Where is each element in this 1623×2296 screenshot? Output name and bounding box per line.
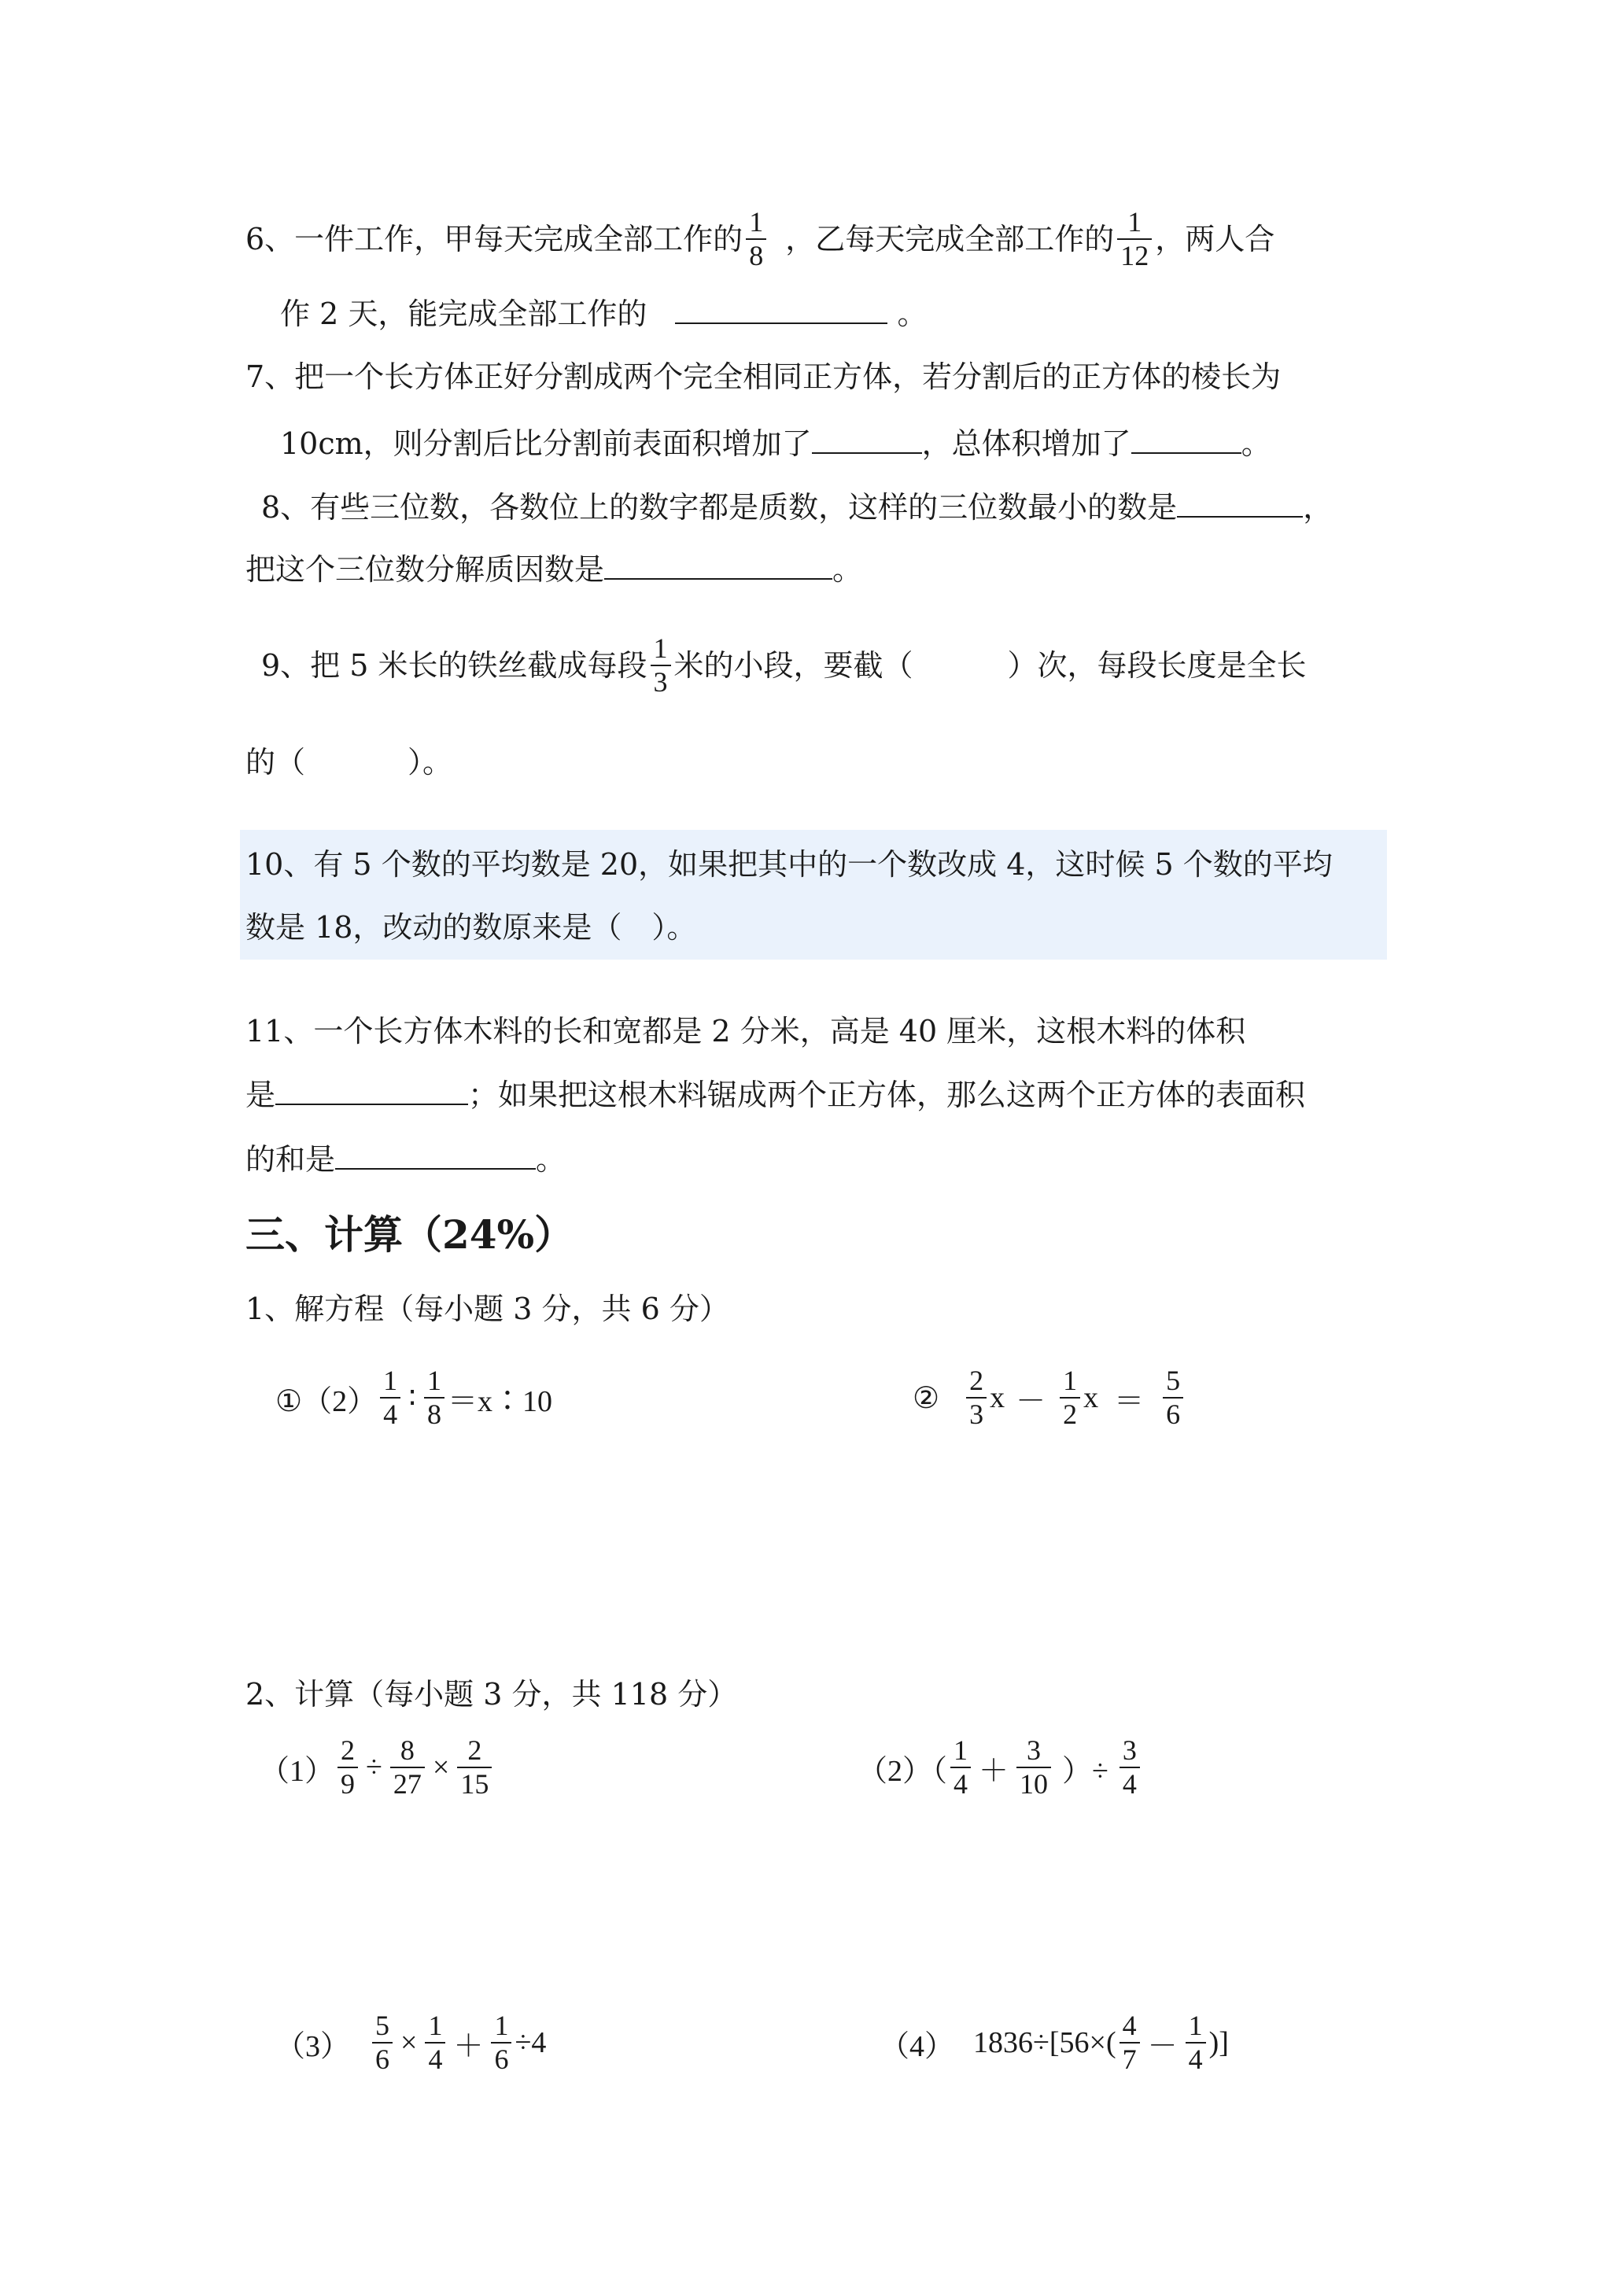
question-11-line-2 — [245, 1080, 1305, 1110]
p2-label: （2）（ — [858, 1754, 948, 1788]
q6-text-1: 6、一件工作，甲每天完成全部工作的 — [245, 222, 743, 257]
q8-text-2: 把这个三位数分解质因数是 — [245, 552, 605, 587]
eq2-minus: － — [1016, 1384, 1046, 1418]
question-10-line-1: 10、有 5 个数的平均数是 20，如果把其中的一个数改成 4，这时候 5 个数的平均 — [245, 847, 1333, 882]
p3-times: × — [400, 2026, 418, 2060]
q6-answer-blank[interactable] — [675, 299, 887, 324]
q9-text-4: 的（ — [245, 745, 306, 779]
calc-2-title: 2、计算（每小题 3 分，共 118 分） — [245, 1677, 738, 1712]
p1-divide: ÷ — [366, 1751, 382, 1785]
p1-fraction-1: $\frac{2}{9}$ — [338, 1734, 358, 1801]
eq2-fraction-1: $\frac{2}{3}$ — [966, 1365, 987, 1432]
eq1-fraction-1: $\frac{1}{4}$ — [380, 1365, 400, 1432]
p4-lead: 1836÷[56×( — [973, 2026, 1116, 2060]
q7-text-1: 10cm，则分割后比分割前表面积增加了 — [280, 426, 812, 461]
p4-tail: )] — [1208, 2026, 1229, 2060]
p2-fraction-2: $\frac{3}{10}$ — [1016, 1734, 1051, 1801]
q6-text-2: ，乙每天完成全部工作的 — [785, 222, 1115, 257]
q7-text-2: ，总体积增加了 — [921, 426, 1131, 461]
question-10-line-2: 数是 18，改动的数原来是（ ）。 — [245, 910, 697, 945]
q6-text-3: ，两人合 — [1155, 222, 1275, 257]
eq2-x-2: x — [1083, 1381, 1099, 1415]
q11-answer-blank-1[interactable] — [275, 1080, 468, 1105]
question-6-line-1 — [245, 206, 1274, 273]
p2-plus: ＋ — [979, 1754, 1009, 1788]
p2-fraction-3: $\frac{3}{4}$ — [1120, 1734, 1140, 1801]
eq2-x-1: x — [990, 1381, 1005, 1415]
q8-text-1: 8、有些三位数，各数位上的数字都是质数，这样的三位数最小的数是 — [261, 490, 1178, 525]
q11-text-3: 的和是 — [245, 1142, 336, 1177]
question-9-line-2 — [245, 747, 452, 777]
p1-times: × — [432, 1751, 450, 1785]
eq2-fraction-2: $\frac{1}{2}$ — [1060, 1365, 1080, 1432]
question-11-line-1: 11、一个长方体木料的长和宽都是 2 分米，高是 40 厘米，这根木料的体积 — [245, 1014, 1246, 1048]
q9-text-1: 9、把 5 米长的铁丝截成每段 — [261, 648, 647, 684]
p2-close-divide: ）÷ — [1062, 1754, 1108, 1788]
q6-text-4: 作 2 天，能完成全部工作的 — [280, 297, 647, 331]
p3-fraction-2: $\frac{1}{4}$ — [425, 2010, 445, 2077]
q11-text-1: 是 — [245, 1078, 276, 1112]
q6-period: 。 — [897, 297, 928, 331]
q8-answer-blank-1[interactable] — [1177, 492, 1303, 518]
q8-answer-blank-2[interactable] — [604, 555, 832, 580]
question-8-line-1 — [261, 490, 1333, 525]
q9-text-2: 米的小段，要截（ — [673, 648, 913, 684]
eq2-equals: ＝ — [1114, 1384, 1145, 1418]
equation-1 — [275, 1365, 552, 1432]
q7-answer-blank-1[interactable] — [812, 429, 922, 454]
q7-answer-blank-2[interactable] — [1131, 429, 1241, 454]
q7-period: 。 — [1241, 426, 1271, 461]
p3-fraction-3: $\frac{1}{6}$ — [491, 2010, 511, 2077]
question-9-line-1 — [261, 632, 1307, 699]
p4-fraction-1: $\frac{4}{7}$ — [1120, 2010, 1140, 2077]
calc-problem-2 — [858, 1734, 1143, 1801]
question-6-line-2 — [280, 299, 928, 329]
q11-text-2: ；如果把这根木料锯成两个正方体，那么这两个正方体的表面积 — [468, 1078, 1306, 1112]
eq1-fraction-2: $\frac{1}{8}$ — [424, 1365, 444, 1432]
q8-period: 。 — [832, 552, 863, 587]
calc-problem-1 — [260, 1734, 495, 1801]
p4-fraction-2: $\frac{1}{4}$ — [1186, 2010, 1206, 2077]
calc-problem-4 — [880, 2010, 1229, 2077]
eq2-fraction-3: $\frac{5}{6}$ — [1163, 1365, 1183, 1432]
calc-problem-3 — [275, 2010, 546, 2077]
eq2-label: ② — [913, 1381, 940, 1415]
eq1-rest: ＝x∶10 — [447, 1384, 552, 1418]
p1-fraction-3: $\frac{2}{15}$ — [457, 1734, 492, 1801]
calc-1-title: 1、解方程（每小题 3 分，共 6 分） — [245, 1292, 729, 1326]
p3-fraction-1: $\frac{5}{6}$ — [372, 2010, 393, 2077]
p3-tail: ÷4 — [515, 2026, 547, 2060]
p4-label: （4） — [880, 2029, 955, 2063]
equation-2 — [913, 1365, 1186, 1432]
q9-text-5: ）。 — [408, 745, 453, 779]
eq1-colon: ∶ — [408, 1381, 416, 1415]
p1-label: （1） — [260, 1754, 335, 1788]
question-7-line-1: 7、把一个长方体正好分割成两个完全相同正方体，若分割后的正方体的棱长为 — [245, 359, 1282, 394]
q9-text-3: ）次，每段长度是全长 — [1007, 648, 1307, 684]
p2-fraction-1: $\frac{1}{4}$ — [950, 1734, 971, 1801]
q11-period: 。 — [536, 1142, 566, 1177]
q8-comma: ， — [1303, 490, 1333, 525]
section-3-title: 三、计算（24%） — [245, 1211, 574, 1258]
question-11-line-3 — [245, 1142, 566, 1177]
p3-plus: ＋ — [453, 2029, 484, 2063]
q6-fraction-1: $\frac{1}{8}$ — [746, 206, 766, 273]
question-7-line-2 — [280, 426, 1271, 461]
p3-label: （3） — [275, 2029, 351, 2063]
q6-fraction-2: $\frac{1}{12}$ — [1117, 206, 1152, 273]
p1-fraction-2: $\frac{8}{27}$ — [390, 1734, 425, 1801]
q11-answer-blank-2[interactable] — [335, 1144, 536, 1170]
p4-minus: － — [1147, 2029, 1178, 2063]
q9-fraction: $\frac{1}{3}$ — [651, 632, 671, 699]
eq1-label: ①（2） — [275, 1384, 378, 1418]
question-8-line-2 — [245, 552, 863, 587]
